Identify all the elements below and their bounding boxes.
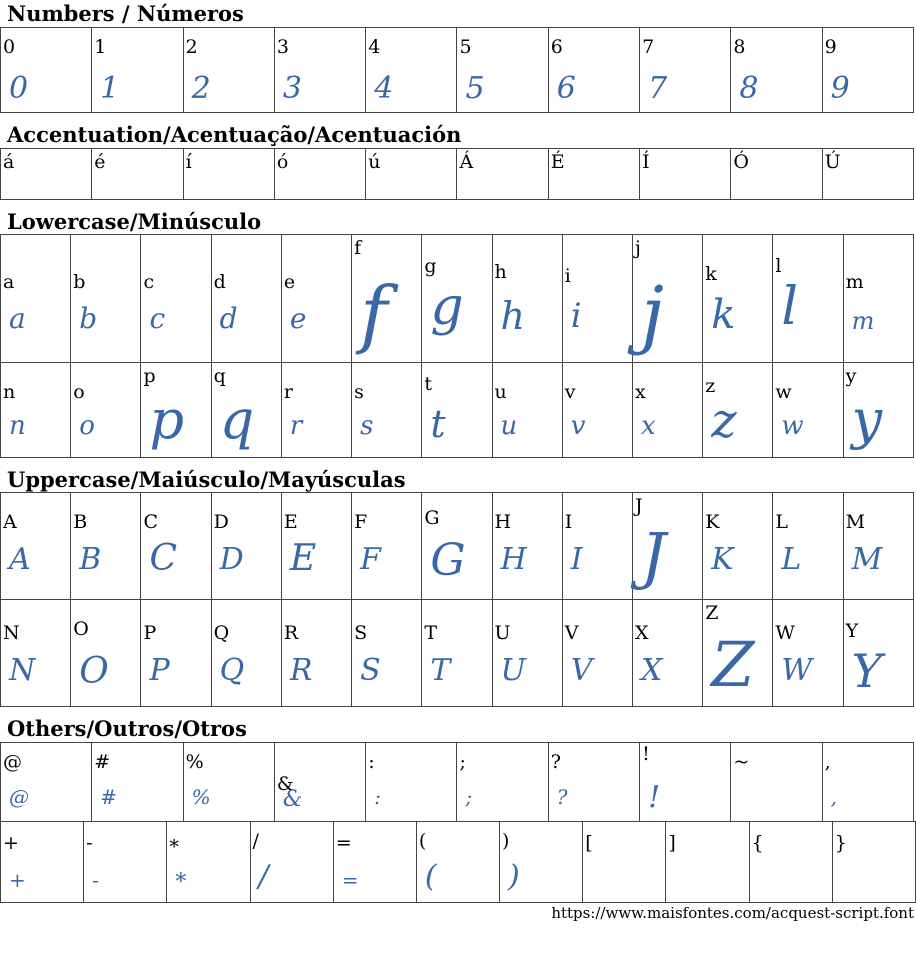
glyph-cell <box>492 363 562 458</box>
glyph-label: = <box>335 832 352 854</box>
glyph-label: } <box>834 832 847 854</box>
glyph-sample: M <box>851 542 883 577</box>
glyph-label: W <box>775 622 795 644</box>
glyph-label: P <box>143 622 157 644</box>
glyph-sample: @ <box>9 785 29 809</box>
glyph-cell <box>274 743 365 822</box>
glyph-cell <box>666 822 749 903</box>
glyph-cell <box>843 363 913 458</box>
glyph-sample: 9 <box>830 71 850 106</box>
glyph-cell <box>703 493 773 600</box>
glyph-label: 5 <box>459 36 472 58</box>
glyph-label: É <box>550 151 565 173</box>
glyph-label: h <box>494 261 507 283</box>
glyph-label: u <box>494 381 507 403</box>
glyph-cell <box>640 149 731 200</box>
glyph-label: é <box>94 151 106 173</box>
glyph-label: F <box>354 511 368 533</box>
glyph-label: Ó <box>733 151 749 173</box>
section-heading-lowercase: Lowercase/Minúsculo <box>7 209 262 234</box>
glyph-label: p <box>143 365 156 387</box>
glyph-label: Q <box>213 622 230 644</box>
lowercase-grid-row-2 <box>0 362 914 458</box>
glyph-label: J <box>634 495 643 517</box>
glyph-label: q <box>213 365 226 387</box>
glyph-label: : <box>368 751 375 773</box>
glyph-label: 4 <box>368 36 381 58</box>
glyph-sample: D <box>219 542 244 577</box>
glyph-sample: N <box>9 653 36 688</box>
glyph-label: f <box>354 237 362 259</box>
glyph-cell <box>352 363 422 458</box>
glyph-cell <box>843 600 913 707</box>
glyph-cell <box>548 743 639 822</box>
glyph-sample: v <box>570 411 586 441</box>
glyph-cell <box>500 822 583 903</box>
glyph-sample: ; <box>465 785 473 809</box>
glyph-cell <box>822 149 913 200</box>
glyph-label: x <box>634 381 646 403</box>
glyph-cell <box>583 822 666 903</box>
glyph-label: b <box>73 271 86 293</box>
glyph-sample: P <box>149 653 170 688</box>
glyph-label: 6 <box>550 36 563 58</box>
glyph-sample: t <box>430 402 446 446</box>
glyph-label: ; <box>459 751 466 773</box>
glyph-sample: b <box>79 302 98 335</box>
glyph-label: ] <box>668 832 676 854</box>
glyph-sample: p <box>149 388 185 451</box>
glyph-label: w <box>775 381 792 403</box>
glyph-sample: G <box>430 535 466 586</box>
glyph-cell <box>167 822 250 903</box>
glyph-cell <box>281 363 351 458</box>
glyph-label: / <box>252 830 259 852</box>
uppercase-grid-row-1 <box>0 492 914 600</box>
glyph-sample: # <box>100 785 118 809</box>
glyph-label: ? <box>550 751 561 773</box>
glyph-label: s <box>354 381 364 403</box>
glyph-label: @ <box>3 751 22 773</box>
glyph-cell <box>281 600 351 707</box>
glyph-sample: ) <box>508 859 520 894</box>
glyph-label: U <box>494 622 511 644</box>
glyph-cell <box>333 822 416 903</box>
glyph-sample: / <box>258 859 269 894</box>
glyph-label: ú <box>368 151 381 173</box>
glyph-label: O <box>73 618 89 640</box>
glyph-sample: U <box>500 653 526 688</box>
glyph-cell <box>1 743 92 822</box>
glyph-cell <box>1 822 84 903</box>
numbers-grid <box>0 27 914 113</box>
glyph-label: Z <box>705 602 719 624</box>
glyph-cell <box>457 743 548 822</box>
glyph-label: C <box>143 511 158 533</box>
glyph-sample: ? <box>556 785 568 809</box>
glyph-sample: 1 <box>100 71 120 106</box>
glyph-sample: B <box>79 542 102 577</box>
glyph-label: y <box>845 365 857 387</box>
glyph-cell <box>281 493 351 600</box>
glyph-sample: c <box>149 302 166 335</box>
glyph-cell <box>141 363 211 458</box>
glyph-label: V <box>564 622 579 644</box>
glyph-sample: F <box>360 542 381 577</box>
glyph-sample: I <box>570 542 583 577</box>
glyph-sample: k <box>711 292 736 338</box>
glyph-sample: 2 <box>191 71 211 106</box>
glyph-sample: O <box>79 651 109 692</box>
glyph-sample: j <box>640 271 664 357</box>
glyph-label: o <box>73 381 85 403</box>
glyph-cell <box>548 149 639 200</box>
glyph-cell <box>632 363 702 458</box>
glyph-cell <box>492 600 562 707</box>
glyph-label: ( <box>418 830 427 852</box>
glyph-cell <box>141 235 211 363</box>
glyph-cell <box>492 235 562 363</box>
glyph-label: 2 <box>185 36 198 58</box>
glyph-label: n <box>3 381 16 403</box>
glyph-label: c <box>143 271 155 293</box>
glyph-cell <box>71 235 141 363</box>
glyph-label: # <box>94 751 111 773</box>
glyph-label: l <box>775 255 782 277</box>
glyph-cell <box>1 149 92 200</box>
glyph-sample: e <box>289 302 307 335</box>
glyph-label: Y <box>845 620 859 642</box>
glyph-cell <box>773 600 843 707</box>
glyph-cell <box>71 600 141 707</box>
glyph-cell <box>703 600 773 707</box>
glyph-label: m <box>845 271 864 293</box>
glyph-sample: H <box>500 542 527 577</box>
glyph-sample: 7 <box>648 71 668 106</box>
glyph-cell <box>731 28 822 113</box>
glyph-cell <box>211 600 281 707</box>
glyph-label: + <box>3 832 19 854</box>
glyph-sample: X <box>640 653 663 688</box>
glyph-cell <box>749 822 832 903</box>
glyph-cell <box>640 28 731 113</box>
glyph-sample: l <box>781 277 799 337</box>
glyph-label: 1 <box>94 36 107 58</box>
glyph-cell <box>416 822 499 903</box>
glyph-sample: R <box>289 653 313 688</box>
glyph-row <box>1 28 914 113</box>
glyph-label: * <box>169 836 179 858</box>
glyph-label: í <box>185 151 192 173</box>
glyph-sample: s <box>360 411 374 441</box>
section-heading-accents: Accentuation/Acentuação/Acentuación <box>7 122 462 147</box>
glyph-sample: 4 <box>374 71 394 106</box>
glyph-label: 9 <box>824 36 837 58</box>
glyph-cell <box>1 235 71 363</box>
glyph-cell <box>352 235 422 363</box>
glyph-sample: n <box>9 411 26 441</box>
glyph-cell <box>773 363 843 458</box>
glyph-cell <box>832 822 915 903</box>
glyph-cell <box>352 493 422 600</box>
glyph-sample: W <box>781 653 813 688</box>
glyph-sample: h <box>500 294 526 338</box>
glyph-label: ) <box>502 830 510 852</box>
glyph-sample: o <box>79 411 95 441</box>
glyph-sample: 0 <box>9 71 29 106</box>
glyph-sample: Q <box>219 653 245 688</box>
glyph-sample: 5 <box>465 71 485 106</box>
glyph-sample: 8 <box>739 71 759 106</box>
glyph-sample: , <box>830 785 838 809</box>
glyph-label: d <box>213 271 226 293</box>
glyph-label: E <box>283 511 298 533</box>
glyph-cell <box>492 493 562 600</box>
glyph-label: N <box>3 622 20 644</box>
glyph-label: % <box>185 751 204 773</box>
glyph-sample: f <box>360 271 388 357</box>
glyph-sample: S <box>360 653 381 688</box>
glyph-sample: + <box>9 868 26 892</box>
glyph-cell <box>422 363 492 458</box>
glyph-label: k <box>705 263 717 285</box>
glyph-label: - <box>86 832 93 854</box>
glyph-cell <box>562 600 632 707</box>
glyph-sample: y <box>851 388 883 451</box>
glyph-sample: A <box>9 542 31 577</box>
glyph-cell <box>632 600 702 707</box>
glyph-sample: E <box>289 538 317 579</box>
glyph-cell <box>92 743 183 822</box>
source-url[interactable]: https://www.maisfontes.com/acquest-script.font <box>551 904 914 922</box>
glyph-cell <box>548 28 639 113</box>
accents-grid <box>0 148 914 200</box>
glyph-cell <box>274 28 365 113</box>
glyph-cell <box>1 28 92 113</box>
glyph-label: A <box>3 511 17 533</box>
glyph-label: j <box>634 237 641 259</box>
glyph-sample: u <box>500 411 518 441</box>
glyph-sample: Z <box>711 628 755 701</box>
glyph-sample: a <box>9 302 26 335</box>
glyph-cell <box>422 235 492 363</box>
others-grid-row-2 <box>0 821 916 903</box>
glyph-cell <box>71 363 141 458</box>
glyph-cell <box>366 743 457 822</box>
glyph-cell <box>71 493 141 600</box>
glyph-cell <box>422 600 492 707</box>
glyph-label: g <box>424 255 437 277</box>
glyph-sample: w <box>781 411 804 441</box>
glyph-sample: L <box>781 542 802 577</box>
glyph-sample: V <box>570 653 593 688</box>
glyph-cell <box>274 149 365 200</box>
glyph-sample: T <box>430 653 451 688</box>
glyph-label: 8 <box>733 36 746 58</box>
glyph-cell <box>141 493 211 600</box>
glyph-cell <box>632 493 702 600</box>
glyph-label: S <box>354 622 368 644</box>
glyph-cell <box>211 493 281 600</box>
glyph-label: , <box>824 751 831 773</box>
glyph-row <box>1 743 914 822</box>
glyph-label: Á <box>459 151 474 173</box>
glyph-cell <box>183 149 274 200</box>
glyph-sample: q <box>219 388 255 451</box>
glyph-label: á <box>3 151 15 173</box>
glyph-cell <box>562 363 632 458</box>
glyph-label: G <box>424 507 440 529</box>
glyph-sample: 3 <box>282 71 302 106</box>
glyph-cell <box>843 235 913 363</box>
glyph-sample: % <box>191 785 211 809</box>
glyph-sample: z <box>711 393 737 449</box>
glyph-cell <box>281 235 351 363</box>
glyph-row <box>1 493 914 600</box>
glyph-row <box>1 600 914 707</box>
glyph-cell <box>822 743 913 822</box>
glyph-sample: : <box>374 785 381 809</box>
glyph-row <box>1 822 916 903</box>
glyph-cell <box>822 28 913 113</box>
glyph-cell <box>183 743 274 822</box>
glyph-sample: d <box>219 302 238 335</box>
glyph-cell <box>92 149 183 200</box>
glyph-label: D <box>213 511 229 533</box>
uppercase-grid-row-2 <box>0 599 914 707</box>
glyph-label: a <box>3 271 15 293</box>
glyph-cell <box>1 493 71 600</box>
glyph-label: ó <box>276 151 289 173</box>
glyph-sample: Y <box>851 644 882 698</box>
glyph-label: 0 <box>3 36 16 58</box>
glyph-label: v <box>564 381 576 403</box>
glyph-cell <box>562 493 632 600</box>
glyph-sample: - <box>92 868 99 892</box>
glyph-label: [ <box>585 832 593 854</box>
glyph-cell <box>640 743 731 822</box>
glyph-label: I <box>564 511 573 533</box>
glyph-sample: J <box>640 519 666 592</box>
glyph-cell <box>457 28 548 113</box>
glyph-row <box>1 235 914 363</box>
glyph-sample: & <box>282 787 303 812</box>
glyph-label: 7 <box>642 36 655 58</box>
glyph-cell <box>366 149 457 200</box>
glyph-sample: ( <box>424 859 437 894</box>
glyph-label: 3 <box>276 36 289 58</box>
section-heading-numbers: Numbers / Números <box>7 1 244 26</box>
glyph-cell <box>562 235 632 363</box>
glyph-label: t <box>424 373 432 395</box>
glyph-label: B <box>73 511 88 533</box>
glyph-row <box>1 363 914 458</box>
glyph-label: M <box>845 511 866 533</box>
glyph-cell <box>92 28 183 113</box>
glyph-sample: 6 <box>556 71 576 106</box>
glyph-cell <box>183 28 274 113</box>
others-grid-row-1 <box>0 742 914 822</box>
glyph-label: R <box>283 622 299 644</box>
glyph-cell <box>731 149 822 200</box>
glyph-cell <box>422 493 492 600</box>
glyph-cell <box>211 363 281 458</box>
glyph-sample: m <box>851 307 875 335</box>
glyph-cell <box>773 493 843 600</box>
glyph-label: i <box>564 265 571 287</box>
glyph-label: ~ <box>733 751 750 773</box>
glyph-label: & <box>276 773 294 795</box>
glyph-label: K <box>705 511 720 533</box>
glyph-cell <box>731 743 822 822</box>
glyph-sample: x <box>640 411 656 441</box>
glyph-cell <box>1 600 71 707</box>
glyph-label: { <box>751 832 764 854</box>
glyph-label: e <box>283 271 296 293</box>
glyph-sample: ! <box>648 780 661 815</box>
glyph-cell <box>703 235 773 363</box>
glyph-sample: g <box>430 277 464 337</box>
glyph-label: ! <box>642 743 650 765</box>
glyph-label: r <box>283 381 293 403</box>
glyph-label: Ú <box>824 151 841 173</box>
glyph-cell <box>773 235 843 363</box>
glyph-label: L <box>775 511 789 533</box>
glyph-cell <box>1 363 71 458</box>
section-heading-uppercase: Uppercase/Maiúsculo/Mayúsculas <box>7 467 406 492</box>
section-heading-others: Others/Outros/Otros <box>7 716 247 741</box>
glyph-cell <box>84 822 167 903</box>
glyph-cell <box>141 600 211 707</box>
glyph-cell <box>632 235 702 363</box>
glyph-label: Í <box>642 151 650 173</box>
glyph-sample: * <box>175 870 187 895</box>
glyph-sample: i <box>570 296 582 336</box>
glyph-label: T <box>424 622 437 644</box>
glyph-cell <box>250 822 333 903</box>
glyph-sample: C <box>149 538 177 579</box>
glyph-sample: K <box>711 542 734 577</box>
glyph-label: z <box>705 375 716 397</box>
glyph-cell <box>843 493 913 600</box>
glyph-cell <box>366 28 457 113</box>
glyph-label: H <box>494 511 512 533</box>
glyph-row <box>1 149 914 200</box>
glyph-label: X <box>634 622 649 644</box>
glyph-sample: = <box>341 868 359 892</box>
glyph-sample: r <box>289 411 303 441</box>
glyph-cell <box>211 235 281 363</box>
glyph-cell <box>457 149 548 200</box>
lowercase-grid-row-1 <box>0 234 914 363</box>
glyph-cell <box>352 600 422 707</box>
glyph-cell <box>703 363 773 458</box>
